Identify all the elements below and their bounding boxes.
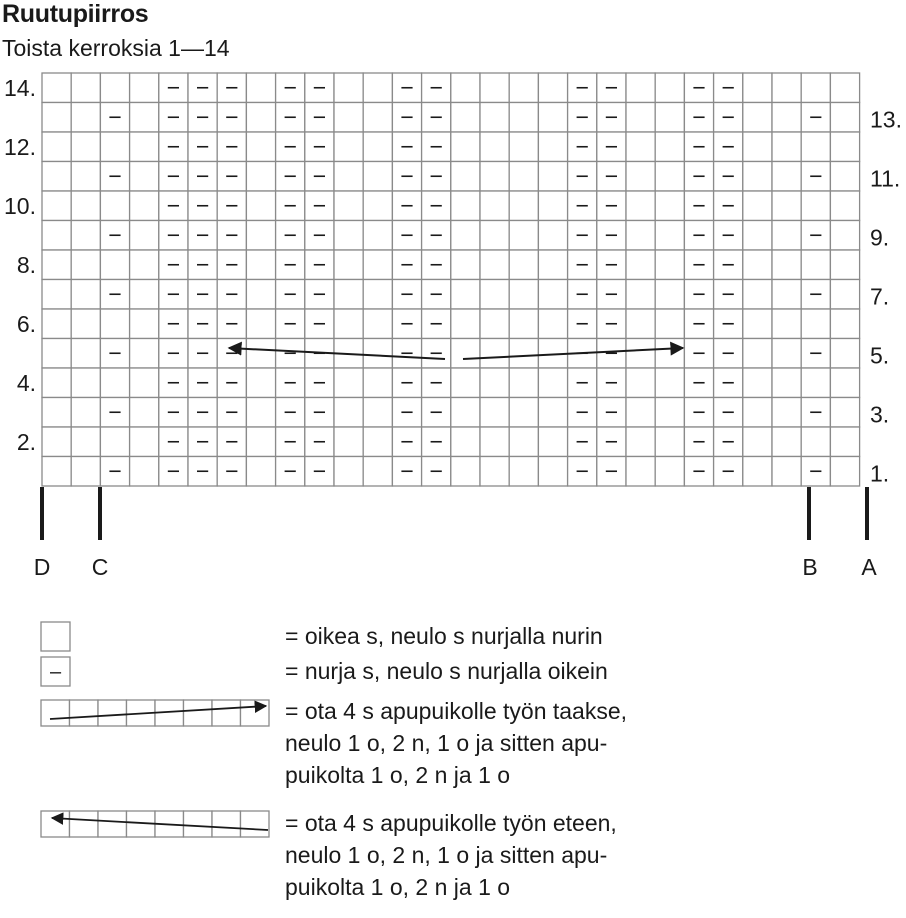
chart-cell [246, 368, 275, 398]
chart-cell [130, 368, 159, 398]
legend-cable-back-text [285, 695, 627, 791]
chart-cell [42, 221, 71, 251]
legend-cable-cell [241, 700, 270, 726]
chart-cell [451, 309, 480, 339]
chart-cell [71, 191, 100, 221]
chart-cell [363, 368, 392, 398]
chart-cell [538, 280, 567, 310]
legend-cable-back-line-2: neulo 1 o, 2 n, 1 o ja sitten apu- [285, 730, 608, 756]
row-label-left: 8. [16, 251, 36, 278]
chart-cell [480, 162, 509, 192]
chart-cell [655, 368, 684, 398]
chart-cell [334, 309, 363, 339]
chart-cell [772, 457, 801, 487]
row-label-right: 7. [870, 283, 890, 310]
chart-cell [246, 132, 275, 162]
chart-cell [246, 280, 275, 310]
chart-cell [130, 398, 159, 428]
chart-cell [626, 398, 655, 428]
chart-cell [363, 427, 392, 457]
chart-cell [480, 280, 509, 310]
chart-cell [451, 191, 480, 221]
chart-cell [509, 132, 538, 162]
chart-cell [509, 162, 538, 192]
chart-cell [538, 73, 567, 103]
chart-cell [71, 73, 100, 103]
legend-cable-cell [212, 700, 241, 726]
chart-cell [334, 132, 363, 162]
chart-cell [743, 132, 772, 162]
chart-cell [42, 368, 71, 398]
chart-cell [830, 221, 859, 251]
chart-cell [246, 103, 275, 133]
chart-cell [71, 280, 100, 310]
chart-cell [42, 427, 71, 457]
chart-cell [363, 339, 392, 369]
chart-cell [480, 103, 509, 133]
chart-cell [626, 250, 655, 280]
chart-cell [655, 191, 684, 221]
chart-cell [626, 132, 655, 162]
legend-cable-cell [70, 700, 99, 726]
chart-cell [509, 73, 538, 103]
chart-cell [42, 73, 71, 103]
row-label-left: 14. [4, 74, 36, 101]
chart-cell [130, 132, 159, 162]
chart-cell [42, 339, 71, 369]
chart-cell [830, 162, 859, 192]
chart-cell [246, 427, 275, 457]
chart-cell [42, 103, 71, 133]
chart-cell [480, 221, 509, 251]
chart-cell [509, 250, 538, 280]
chart-cell [830, 309, 859, 339]
chart-cell [71, 250, 100, 280]
chart-cell [480, 191, 509, 221]
chart-cell [801, 309, 830, 339]
chart-cell [363, 162, 392, 192]
chart-cell [626, 368, 655, 398]
chart-cell [451, 398, 480, 428]
chart-cell [130, 339, 159, 369]
row-label-right: 3. [870, 401, 890, 428]
chart-cell [509, 191, 538, 221]
chart-cell [363, 132, 392, 162]
chart-cell [71, 427, 100, 457]
chart-cell [246, 73, 275, 103]
chart-cell [451, 250, 480, 280]
chart-cell [772, 368, 801, 398]
legend-cable-cell [212, 811, 241, 837]
row-label-right: 11. [870, 165, 901, 192]
chart-cell [334, 398, 363, 428]
chart-cell [334, 250, 363, 280]
marker-d-label: D [33, 554, 51, 580]
marker-b-label: B [802, 554, 818, 580]
chart-cell [538, 309, 567, 339]
row-label-right: 13. [870, 106, 902, 133]
chart-cell [71, 309, 100, 339]
chart-cell [334, 427, 363, 457]
chart-cell [772, 250, 801, 280]
chart-cell [538, 368, 567, 398]
chart-cell [801, 191, 830, 221]
chart-cell [42, 191, 71, 221]
legend-cable-cell [98, 700, 127, 726]
chart-cell [71, 457, 100, 487]
chart-title: Ruutupiirros [2, 0, 149, 28]
chart-cell [626, 191, 655, 221]
chart-cell [801, 368, 830, 398]
row-label-right: 5. [870, 342, 890, 369]
chart-cell [100, 309, 129, 339]
chart-cell [801, 73, 830, 103]
chart-cell [801, 132, 830, 162]
chart-cell [743, 309, 772, 339]
chart-cell [451, 103, 480, 133]
chart-cell [480, 427, 509, 457]
legend-cable-cell [70, 811, 99, 837]
chart-cell [743, 221, 772, 251]
chart-cell [451, 280, 480, 310]
chart-cell [509, 103, 538, 133]
chart-cell [743, 280, 772, 310]
chart-cell [451, 427, 480, 457]
chart-cell [830, 73, 859, 103]
chart-cell [538, 191, 567, 221]
chart-cell [626, 221, 655, 251]
chart-cell [655, 103, 684, 133]
chart-cell [830, 250, 859, 280]
chart-cell [363, 221, 392, 251]
chart-cell [743, 250, 772, 280]
legend-cable-cell [41, 811, 70, 837]
legend-cable-cell [241, 811, 270, 837]
chart-cell [71, 103, 100, 133]
chart-cell [71, 221, 100, 251]
chart-cell [626, 280, 655, 310]
legend-cable-front-text [285, 807, 617, 903]
chart-cell [363, 191, 392, 221]
legend-cable-front-line-1: = ota 4 s apupuikolle työn eteen, [285, 810, 617, 836]
chart-cell [509, 280, 538, 310]
chart-cell [743, 457, 772, 487]
chart-cell [626, 162, 655, 192]
chart-cell [71, 339, 100, 369]
chart-cell [772, 191, 801, 221]
chart-cell [655, 132, 684, 162]
chart-cell [246, 162, 275, 192]
chart-cell [509, 339, 538, 369]
chart-cell [743, 398, 772, 428]
chart-cell [334, 103, 363, 133]
chart-cell [772, 221, 801, 251]
chart-cell [100, 427, 129, 457]
legend-cable-front-line-2: neulo 1 o, 2 n, 1 o ja sitten apu- [285, 842, 608, 868]
chart-cell [655, 73, 684, 103]
chart-cell [743, 191, 772, 221]
chart-cell [655, 221, 684, 251]
chart-cell [130, 427, 159, 457]
legend-purl-dash: – [49, 661, 62, 683]
chart-cell [246, 250, 275, 280]
chart-cell [130, 221, 159, 251]
row-label-right: 1. [870, 460, 890, 487]
chart-cell [830, 280, 859, 310]
chart-cell [772, 398, 801, 428]
chart-cell [772, 280, 801, 310]
chart-cell [538, 457, 567, 487]
row-label-left: 2. [16, 428, 36, 455]
legend-cable-back-line-1: = ota 4 s apupuikolle työn taakse, [285, 698, 628, 724]
legend-cable-back-line-3: puikolta 1 o, 2 n ja 1 o [285, 762, 511, 788]
chart-cell [772, 132, 801, 162]
legend-cable-cell [184, 700, 213, 726]
chart-cell [655, 309, 684, 339]
chart-cell [42, 457, 71, 487]
chart-subtitle: Toista kerroksia 1—14 [2, 35, 230, 61]
chart-cell [451, 339, 480, 369]
chart-cell [71, 368, 100, 398]
legend-cable-cell [184, 811, 213, 837]
chart-cell [71, 162, 100, 192]
chart-cell [100, 368, 129, 398]
chart-cell [538, 103, 567, 133]
chart-cell [130, 250, 159, 280]
chart-cell [509, 398, 538, 428]
chart-cell [246, 398, 275, 428]
chart-cell [246, 457, 275, 487]
chart-cell [801, 250, 830, 280]
chart-cell [480, 339, 509, 369]
chart-cell [480, 398, 509, 428]
chart-cell [655, 398, 684, 428]
chart-cell [363, 398, 392, 428]
chart-cell [538, 427, 567, 457]
row-label-left: 10. [4, 192, 36, 219]
chart-cell [655, 427, 684, 457]
chart-cell [509, 221, 538, 251]
chart-cell [626, 457, 655, 487]
chart-cell [743, 368, 772, 398]
chart-cell [626, 427, 655, 457]
chart-cell [830, 339, 859, 369]
chart-cell [655, 162, 684, 192]
marker-a-label: A [861, 554, 877, 580]
chart-cell [246, 191, 275, 221]
chart-cell [830, 103, 859, 133]
chart-cell [451, 368, 480, 398]
chart-cell [100, 73, 129, 103]
chart-cell [830, 427, 859, 457]
chart-cell [100, 132, 129, 162]
chart-grid [42, 73, 860, 486]
chart-cell [509, 457, 538, 487]
chart-cell [655, 280, 684, 310]
chart-cell [538, 250, 567, 280]
legend-knit-text: = oikea s, neulo s nurjalla nurin [285, 623, 603, 649]
chart-cell [334, 191, 363, 221]
legend-cable-front-line-3: puikolta 1 o, 2 n ja 1 o [285, 874, 511, 900]
chart-cell [480, 132, 509, 162]
chart-cell [509, 368, 538, 398]
chart-cell [626, 309, 655, 339]
chart-cell [363, 457, 392, 487]
row-label-right: 9. [870, 224, 890, 251]
chart-cell [334, 280, 363, 310]
chart-cell [655, 250, 684, 280]
chart-cell [451, 132, 480, 162]
chart-cell [655, 457, 684, 487]
chart-cell [71, 398, 100, 428]
chart-cell [246, 221, 275, 251]
chart-cell [334, 73, 363, 103]
row-label-left: 12. [4, 133, 36, 160]
chart-cell [334, 221, 363, 251]
chart-cell [830, 132, 859, 162]
chart-cell [480, 250, 509, 280]
chart-cell [743, 427, 772, 457]
chart-cell [830, 191, 859, 221]
legend-purl-text: = nurja s, neulo s nurjalla oikein [285, 658, 608, 684]
chart-cell [363, 280, 392, 310]
chart-cell [772, 162, 801, 192]
chart-cell [743, 162, 772, 192]
chart-cell [130, 103, 159, 133]
chart-cell [363, 73, 392, 103]
chart-cell [830, 398, 859, 428]
marker-c-label: C [91, 554, 109, 580]
chart-cell [451, 457, 480, 487]
chart-cell [772, 339, 801, 369]
chart-cell [830, 457, 859, 487]
chart-cell [100, 250, 129, 280]
chart-cell [130, 191, 159, 221]
chart-cell [100, 191, 129, 221]
chart-cell [480, 457, 509, 487]
chart-cell [772, 427, 801, 457]
legend-cable-cell [41, 700, 70, 726]
chart-cell [42, 162, 71, 192]
chart-cell [538, 221, 567, 251]
chart-cell [42, 309, 71, 339]
legend-knit-symbol [41, 622, 70, 651]
legend-cable-cell [98, 811, 127, 837]
chart-cell [451, 73, 480, 103]
chart-cell [772, 73, 801, 103]
chart-cell [130, 309, 159, 339]
chart-cell [246, 339, 275, 369]
chart-cell [743, 103, 772, 133]
chart-cell [480, 309, 509, 339]
row-label-left: 6. [16, 310, 36, 337]
chart-cell [538, 162, 567, 192]
chart-cell [130, 280, 159, 310]
chart-cell [626, 73, 655, 103]
chart-cell [246, 309, 275, 339]
chart-cell [42, 132, 71, 162]
chart-cell [772, 103, 801, 133]
chart-cell [538, 132, 567, 162]
chart-cell [451, 162, 480, 192]
chart-cell [363, 309, 392, 339]
chart-cell [363, 103, 392, 133]
chart-cell [42, 280, 71, 310]
chart-cell [130, 457, 159, 487]
chart-cell [334, 368, 363, 398]
chart-cell [772, 309, 801, 339]
chart-cell [363, 250, 392, 280]
chart-cell [334, 162, 363, 192]
chart-cell [743, 73, 772, 103]
chart-cell [334, 457, 363, 487]
chart-cell [480, 73, 509, 103]
chart-cell [509, 309, 538, 339]
chart-cell [130, 162, 159, 192]
chart-cell [830, 368, 859, 398]
chart-cell [801, 427, 830, 457]
chart-cell [42, 398, 71, 428]
chart-cell [71, 132, 100, 162]
chart-cell [480, 368, 509, 398]
chart-cell [42, 250, 71, 280]
chart-cell [626, 103, 655, 133]
chart-cell [451, 221, 480, 251]
chart-cell [538, 398, 567, 428]
chart-cell [626, 339, 655, 369]
row-label-left: 4. [16, 369, 36, 396]
chart-cell [743, 339, 772, 369]
chart-cell [130, 73, 159, 103]
chart-cell [509, 427, 538, 457]
chart-cell [655, 339, 684, 369]
